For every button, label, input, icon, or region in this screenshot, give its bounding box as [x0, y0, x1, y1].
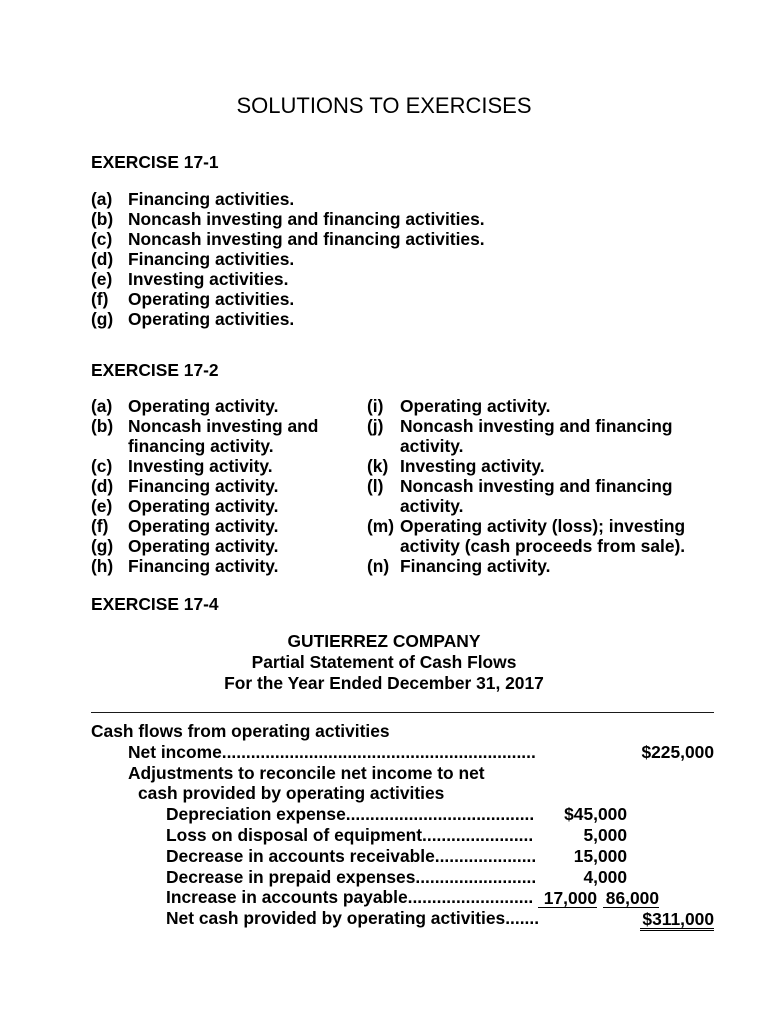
adjustment-amount: 17,000: [538, 889, 597, 908]
item-text: Financing activity.: [400, 556, 551, 576]
item-text: Noncash investing and financing: [400, 476, 673, 496]
item-label: (e): [91, 496, 113, 516]
net-income-label: Net income.................................................................: [128, 741, 536, 762]
item-label: (k): [367, 456, 389, 476]
item-text: Operating activity.: [128, 396, 279, 416]
item-label: (c): [91, 456, 113, 476]
item-text: Operating activities.: [128, 289, 295, 309]
item-text: Operating activity (loss); investing: [400, 516, 686, 536]
item-label: (a): [91, 396, 113, 416]
exercise-17-1-list: [91, 189, 691, 329]
adjustment-label: Loss on disposal of equipment.......................: [166, 825, 534, 845]
item-label: (g): [91, 309, 114, 329]
item-label: (f): [91, 289, 109, 309]
statement-row: [0, 804, 768, 825]
statement-row: [0, 825, 768, 846]
adjustment-amount: 15,000: [573, 845, 627, 866]
item-text-continued: activity.: [400, 436, 464, 456]
item-text: Investing activity.: [128, 456, 273, 476]
net-cash-label: Net cash provided by operating activities.......: [166, 908, 540, 929]
item-label: (m): [367, 516, 395, 536]
item-text-continued: activity.: [400, 496, 464, 516]
item-text: Operating activities.: [128, 309, 295, 329]
item-text: Noncash investing and financing activities.: [128, 209, 485, 229]
item-text-continued: financing activity.: [128, 436, 274, 456]
item-text: Operating activity.: [128, 496, 279, 516]
adjustment-label: Decrease in accounts receivable.....................: [166, 845, 537, 866]
item-label: (j): [367, 416, 384, 436]
exercise-17-2-right-column: [367, 396, 707, 576]
statement-row: [0, 867, 768, 888]
adjustment-label: Depreciation expense.......................................: [166, 804, 535, 825]
exercise-17-1-heading: EXERCISE 17-1: [91, 152, 219, 172]
item-label: (g): [91, 536, 114, 556]
adjustment-label: Increase in accounts payable..........................: [166, 887, 534, 908]
item-label: (c): [91, 229, 113, 249]
item-label: (d): [91, 476, 114, 496]
company-name: GUTIERREZ COMPANY: [287, 631, 481, 651]
adjustment-amount: 4,000: [583, 866, 627, 887]
item-label: (l): [367, 476, 384, 496]
statement-row: [0, 721, 768, 742]
header-divider: [91, 712, 714, 713]
item-label: (d): [91, 249, 114, 269]
item-text: Noncash investing and: [128, 416, 319, 436]
item-label: (i): [367, 396, 384, 416]
statement-row: [0, 742, 768, 763]
item-text: Financing activity.: [128, 556, 279, 576]
item-label: (n): [367, 556, 390, 576]
item-text: Financing activities.: [128, 189, 295, 209]
item-text: Operating activity.: [400, 396, 551, 416]
item-text: Financing activities.: [128, 249, 295, 269]
item-label: (f): [91, 516, 109, 536]
item-text: Noncash investing and financing activities.: [128, 229, 485, 249]
item-text: Operating activity.: [128, 536, 279, 556]
statement-row: [0, 783, 768, 804]
item-label: (a): [91, 189, 113, 209]
adjustment-label: Decrease in prepaid expenses.........................: [166, 866, 537, 887]
total-adjustments-amount: 86,000: [603, 889, 659, 908]
net-income-amount: $225,000: [641, 741, 714, 762]
item-text: Financing activity.: [128, 476, 279, 496]
statement-name: Partial Statement of Cash Flows: [251, 652, 517, 672]
statement-row: [0, 887, 768, 908]
item-text-continued: activity (cash proceeds from sale).: [400, 536, 686, 556]
adjustment-amount: $45,000: [564, 804, 627, 825]
item-text: Investing activities.: [128, 269, 289, 289]
item-label: (e): [91, 269, 113, 289]
exercise-17-4-heading: EXERCISE 17-4: [91, 594, 219, 614]
statement-period: For the Year Ended December 31, 2017: [224, 673, 544, 693]
statement-header: [0, 631, 768, 694]
adjustments-heading: Adjustments to reconcile net income to net: [128, 762, 485, 783]
item-label: (b): [91, 209, 114, 229]
adjustment-amount: 5,000: [583, 825, 627, 845]
item-text: Operating activity.: [128, 516, 279, 536]
item-text: Investing activity.: [400, 456, 545, 476]
net-cash-amount: $311,000: [640, 910, 714, 931]
cash-flow-statement: [0, 721, 768, 933]
item-label: (h): [91, 556, 114, 576]
statement-row: [0, 908, 768, 929]
item-text: Noncash investing and financing: [400, 416, 673, 436]
adjustments-heading-continued: cash provided by operating activities: [138, 783, 445, 804]
exercise-17-2-heading: EXERCISE 17-2: [91, 360, 219, 380]
section-title: Cash flows from operating activities: [91, 721, 390, 741]
item-label: (b): [91, 416, 114, 436]
statement-row: [0, 763, 768, 784]
exercise-17-2-left-column: [91, 396, 361, 576]
page-title: SOLUTIONS TO EXERCISES: [236, 93, 532, 118]
statement-row: [0, 846, 768, 867]
